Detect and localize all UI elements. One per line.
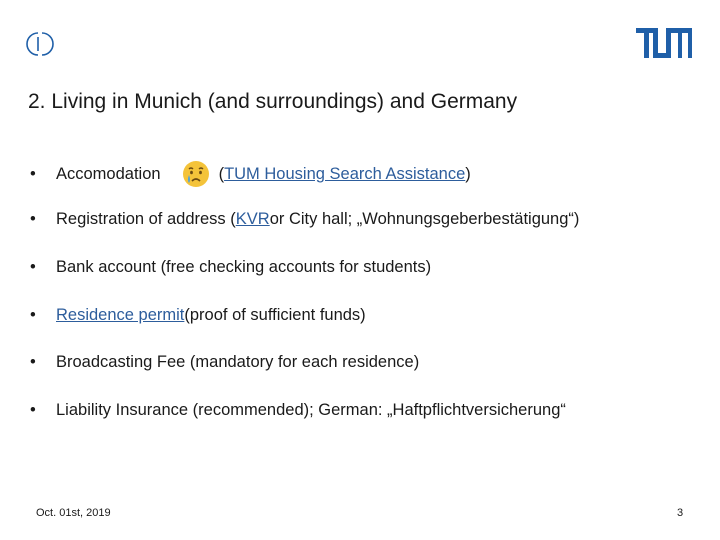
list-item-accomodation — [30, 159, 471, 189]
bullet-marker: • — [30, 165, 36, 183]
list-item-bank-account — [30, 257, 431, 277]
bullet-marker: • — [30, 210, 36, 228]
list-item-text: Bank account (free checking accounts for students) — [56, 258, 432, 276]
bullet-marker: • — [30, 258, 36, 276]
residence-permit-link[interactable]: Residence permit — [56, 306, 185, 324]
list-item-registration — [30, 209, 579, 229]
paren-open: ( — [218, 165, 225, 183]
kvr-link[interactable]: KVR — [235, 210, 270, 228]
bullet-marker: • — [30, 306, 36, 324]
page-number: 3 — [677, 507, 684, 519]
split-circle-icon — [26, 30, 54, 58]
list-item-broadcasting-fee — [30, 352, 419, 372]
list-item-text: Accomodation — [56, 165, 161, 183]
page-title: 2. Living in Munich (and surroundings) and Germany — [28, 90, 518, 113]
paren-close: ) — [465, 165, 471, 183]
list-item-text: Liability Insurance (recommended); German: „Haftpflichtversicherung“ — [56, 401, 566, 419]
tum-logo-icon — [636, 28, 692, 58]
list-item-text-suffix: (proof of sufficient funds) — [184, 306, 366, 324]
list-item-text: Broadcasting Fee (mandatory for each residence) — [56, 353, 420, 371]
crying-face-icon — [181, 159, 211, 189]
bullet-marker: • — [30, 401, 36, 419]
footer-date: Oct. 01st, 2019 — [36, 507, 111, 519]
bullet-marker: • — [30, 353, 36, 371]
list-item-text-suffix: or City hall; „Wohnungsgeberbestätigung“) — [269, 210, 580, 228]
housing-search-link[interactable]: TUM Housing Search Assistance — [224, 165, 466, 183]
list-item-text: Registration of address ( — [56, 210, 236, 228]
list-item-liability-insurance — [30, 400, 566, 420]
list-item-residence-permit — [30, 305, 366, 325]
